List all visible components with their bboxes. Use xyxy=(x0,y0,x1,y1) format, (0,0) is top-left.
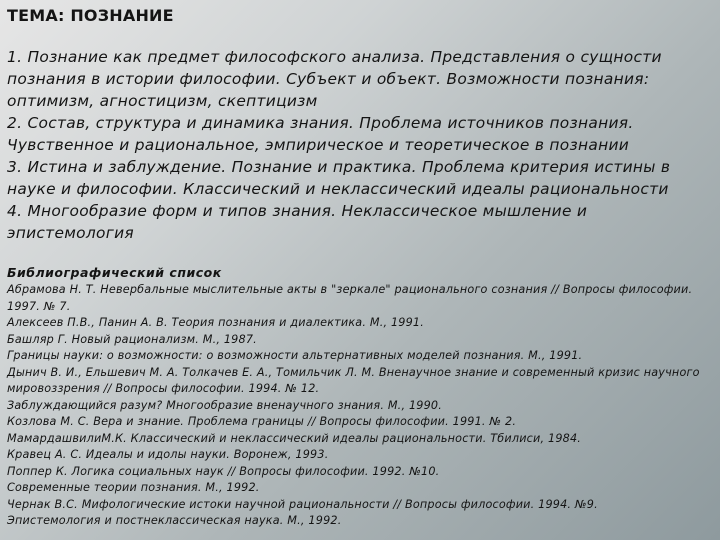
topic-item: 3. Истина и заблуждение. Познание и практика. Проблема критерия истины в науке и философии. Классический и неклассический идеалы рациональности xyxy=(7,158,671,198)
bibliography-item: Заблуждающийся разум? Многообразие вненаучного знания. М., 1990. xyxy=(7,398,442,412)
bibliography-item: Дынич В. И., Ельшевич М. А. Толкачев Е. А., Томильчик Л. М. Вненаучное знание и современный кризис научного мировоззрения // Вопросы философии. 1994. № 12. xyxy=(7,365,700,395)
slide-title: ТЕМА: ПОЗНАНИЕ xyxy=(7,6,174,25)
bibliography-item: Границы науки: о возможности: о возможности альтернативных моделей познания. М., 1991. xyxy=(7,349,583,362)
bibliography-item: Эпистемология и постнеклассическая наука. М., 1992. xyxy=(7,514,342,527)
bibliography xyxy=(7,264,710,530)
bibliography-item: Кравец А. С. Идеалы и идолы науки. Воронеж, 1993. xyxy=(7,448,329,461)
bibliography-item: Чернак В.С. Мифологические истоки научной рациональности // Вопросы философии. 1994. №9. xyxy=(7,497,598,511)
bibliography-item: МамардашвилиМ.К. Классический и неклассический идеалы рациональности. Тбилиси, 1984. xyxy=(7,431,582,445)
bibliography-item: Козлова М. С. Вера и знание. Проблема границы // Вопросы философии. 1991. № 2. xyxy=(7,415,517,428)
bibliography-heading: Библиографический список xyxy=(7,265,222,280)
topics-list xyxy=(7,46,710,244)
bibliography-item: Современные теории познания. М., 1992. xyxy=(7,481,260,494)
bibliography-item: Алексеев П.В., Панин А. В. Теория познания и диалектика. М., 1991. xyxy=(7,316,425,329)
topic-item: 2. Состав, структура и динамика знания. Проблема источников познания. Чувственное и рациональное, эмпирическое и теоретическое в познании xyxy=(7,114,634,154)
bibliography-item: Поппер К. Логика социальных наук // Вопросы философии. 1992. №10. xyxy=(7,464,440,478)
topic-item: 4. Многообразие форм и типов знания. Неклассическое мышление и эпистемология xyxy=(7,202,588,242)
topic-item: 1. Познание как предмет философского анализа. Представления о сущности познания в истории философии. Субъект и объект. Возможности познания: оптимизм, агностицизм, скептицизм xyxy=(7,48,662,110)
bibliography-item: Башляр Г. Новый рационализм. М., 1987. xyxy=(7,332,257,346)
bibliography-item: Абрамова Н. Т. Невербальные мыслительные акты в "зеркале" рационального сознания // Вопросы философии. 1997. № 7. xyxy=(7,283,693,313)
